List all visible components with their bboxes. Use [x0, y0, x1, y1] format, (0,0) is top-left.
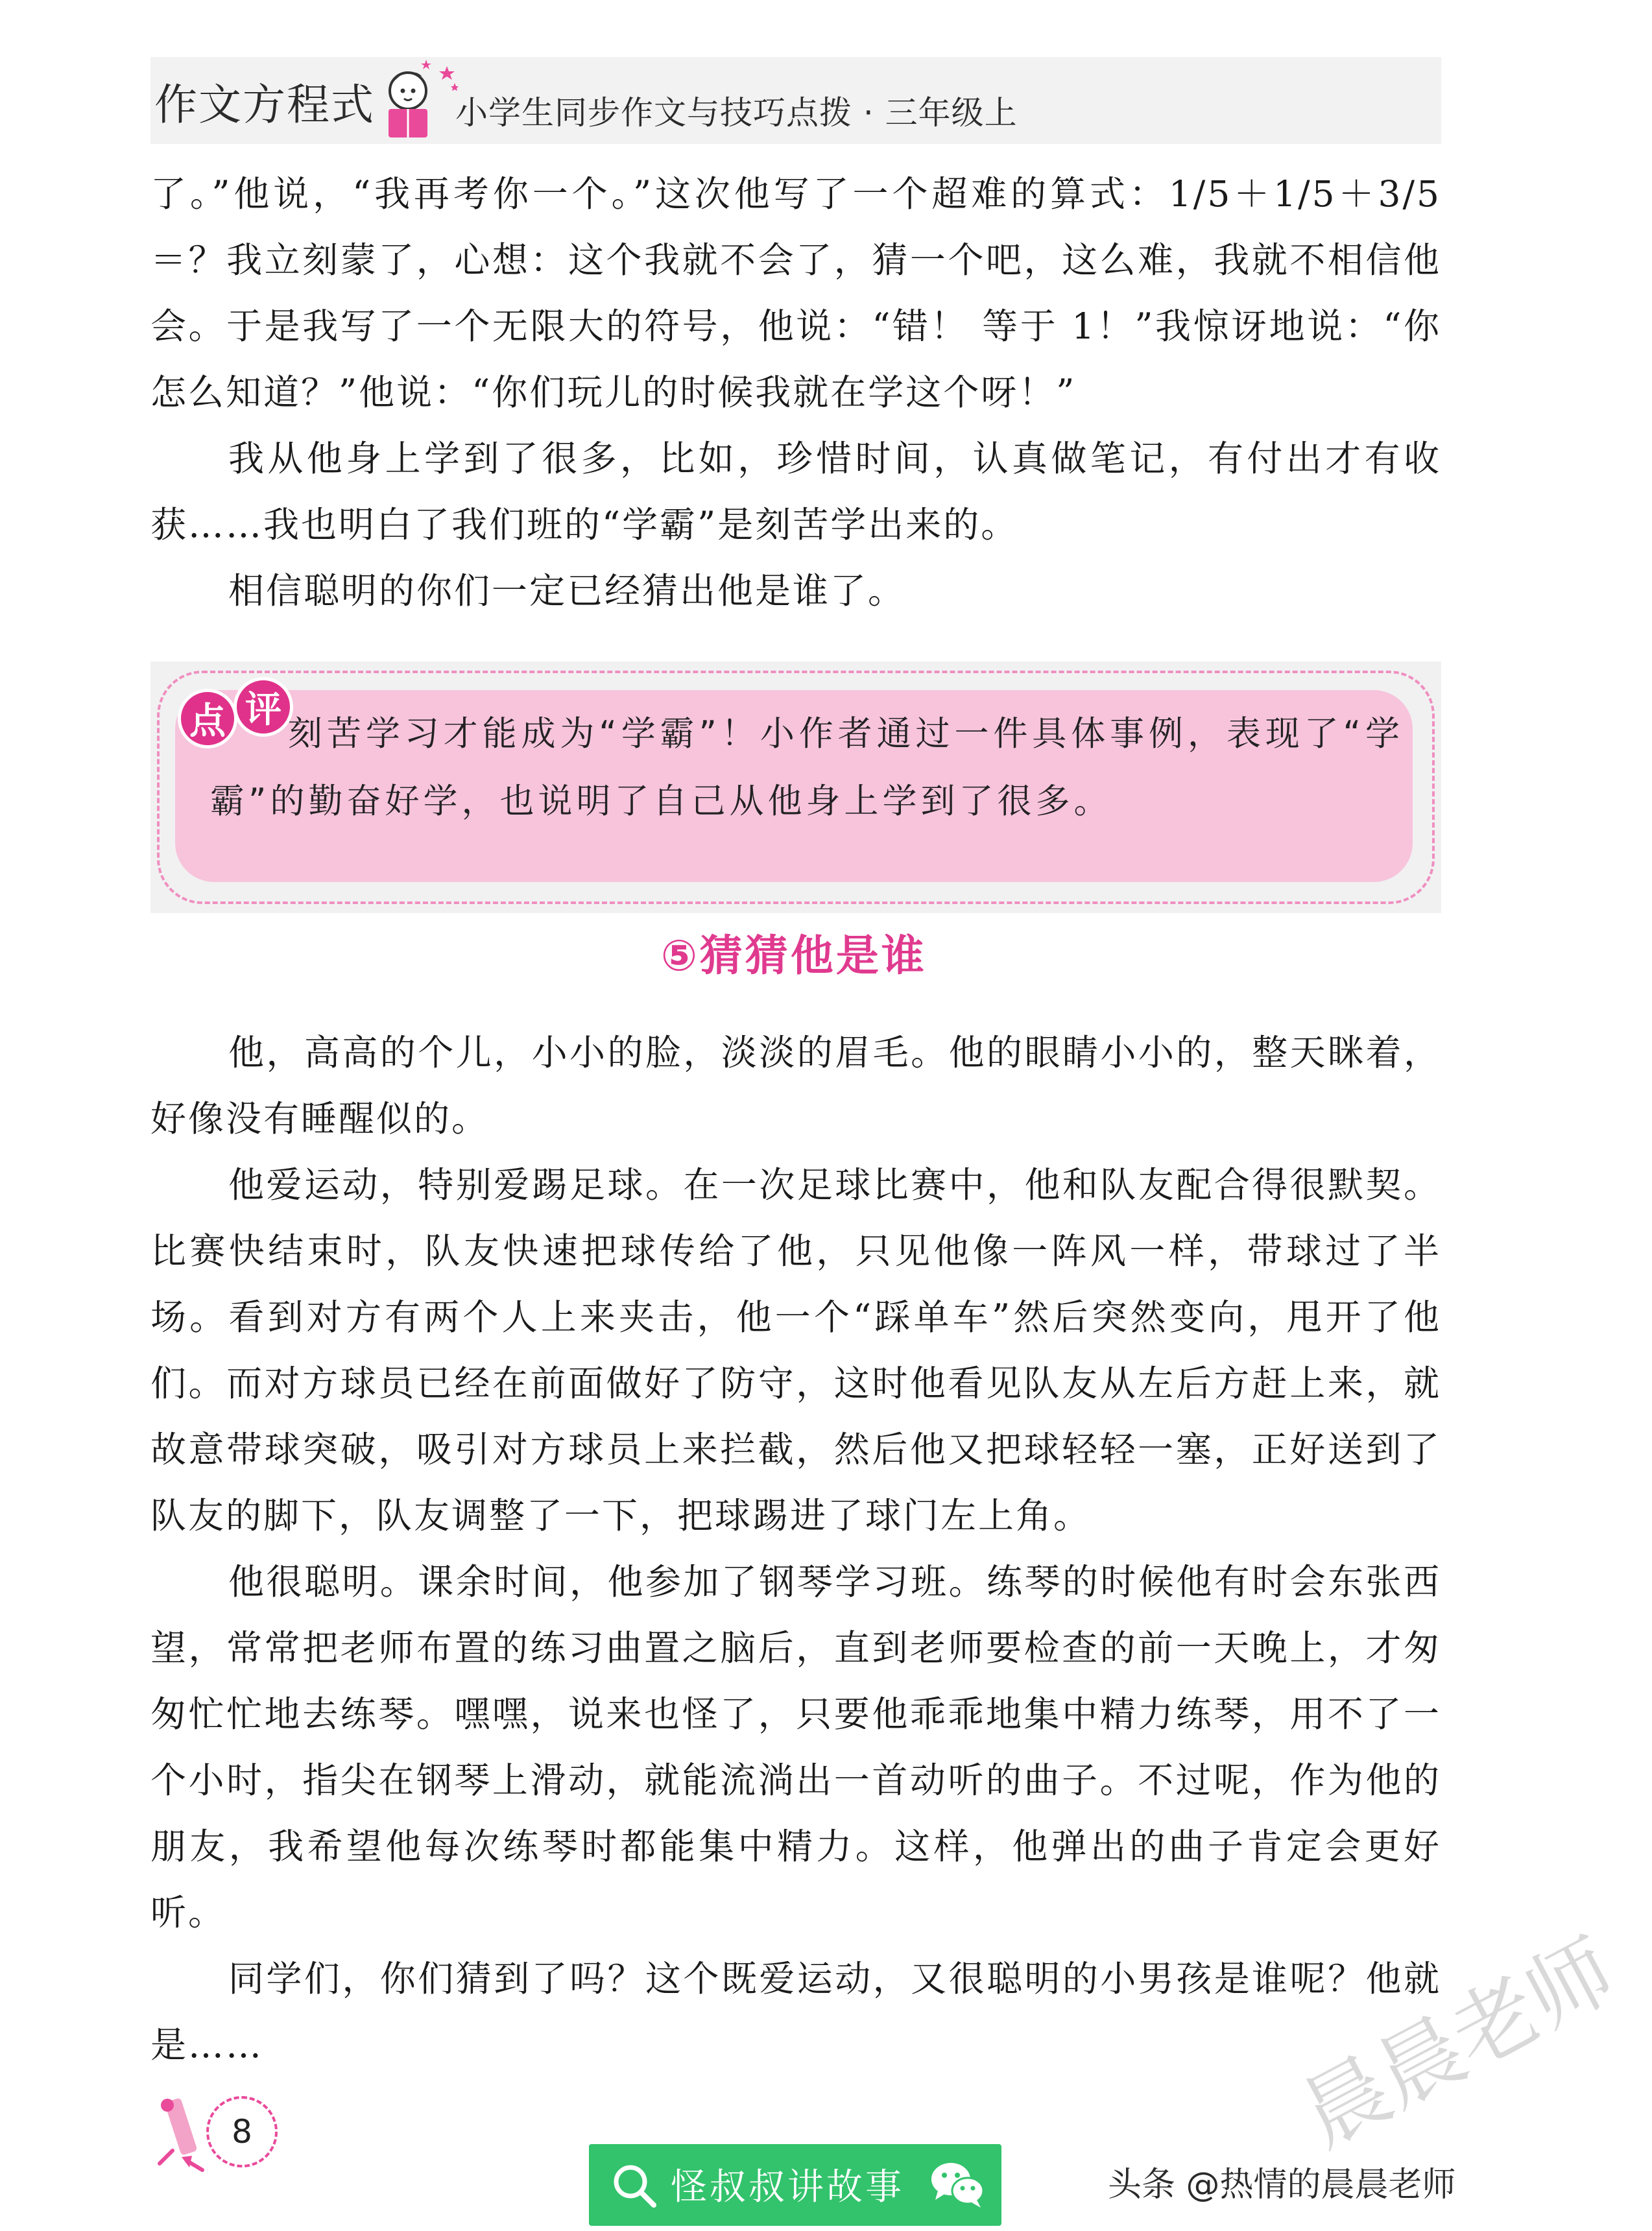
comment-badge-ping: 评: [233, 677, 293, 737]
mascot-boy-reading-icon: [374, 57, 459, 144]
section-title: ⑤猜猜他是谁: [661, 931, 927, 981]
wechat-search-banner[interactable]: [589, 2144, 1001, 2226]
search-text: 怪叔叔讲故事: [671, 2166, 904, 2208]
page-header: [150, 57, 1441, 144]
book-series-title: 作文方程式: [154, 80, 375, 130]
essay-paragraph: 他，高高的个儿，小小的脸，淡淡的眉毛。他的眼睛小小的，整天眯着，好像没有睡醒似的。: [150, 1032, 1441, 1139]
page-number: 8: [232, 2113, 252, 2151]
essay-paragraph: 我从他身上学到了很多，比如，珍惜时间，认真做笔记，有付出才有收获……我也明白了我们班的“学霸”是刻苦学出来的。: [150, 438, 1441, 545]
author-credit[interactable]: 头条 @热情的晨晨老师: [1108, 2165, 1456, 2204]
essay-paragraph: 他爱运动，特别爱踢足球。在一次足球比赛中，他和队友配合得很默契。比赛快结束时，队友快速把球传给了他，只见他像一阵风一样，带球过了半场。看到对方有两个人上来夹击，他一个“踩单车”然后突然变向，甩开了他们。而对方球员已经在前面做好了防守，这时他看见队友从左后方赶上来，就故意带球突破，吸引对方球员上来拦截，然后他又把球轻轻一塞，正好送到了队友的脚下，队友调整了一下，把球踢进了球门左上角。: [150, 1164, 1441, 1536]
search-icon: [611, 2162, 658, 2209]
essay-paragraph: 他很聪明。课余时间，他参加了钢琴学习班。练琴的时候他有时会东张西望，常常把老师布置的练习曲置之脑后，直到老师要检查的前一天晚上，才匆匆忙忙地去练琴。嘿嘿，说来也怪了，只要他乖乖地集中精力练琴，用不了一个小时，指尖在钢琴上滑动，就能流淌出一首动听的曲子。不过呢，作为他的朋友，我希望他每次练琴时都能集中精力。这样，他弹出的曲子肯定会更好听。: [150, 1561, 1441, 1933]
essay-paragraph: 同学们，你们猜到了吗？这个既爱运动，又很聪明的小男孩是谁呢？他就是……: [150, 1958, 1441, 2066]
book-subtitle: 小学生同步作文与技巧点拨 · 三年级上: [455, 94, 1018, 132]
page-number-badge: [153, 2086, 283, 2177]
watermark: 晨晨老师: [1286, 1920, 1631, 2165]
comment-box: [150, 662, 1441, 913]
essay-paragraph: 了。”他说，“我再考你一个。”这次他写了一个超难的算式：1/5＋1/5＋3/5＝？我立刻蒙了，心想：这个我就不会了，猜一个吧，这么难，我就不相信他会。于是我写了一个无限大的符号，他说：“错！ 等于 1！”我惊讶地说：“你怎么知道？”他说：“你们玩儿的时候我就在学这个呀！”: [150, 173, 1441, 413]
comment-badge-dian: 点: [178, 689, 237, 748]
essay-paragraph: 相信聪明的你们一定已经猜出他是谁了。: [228, 570, 906, 612]
wechat-icon: [930, 2161, 985, 2209]
comment-text: 刻苦学习才能成为“学霸”！小作者通过一件具体事例，表现了“学霸”的勤奋好学，也说明了自己从他身上学到了很多。: [210, 714, 1404, 821]
